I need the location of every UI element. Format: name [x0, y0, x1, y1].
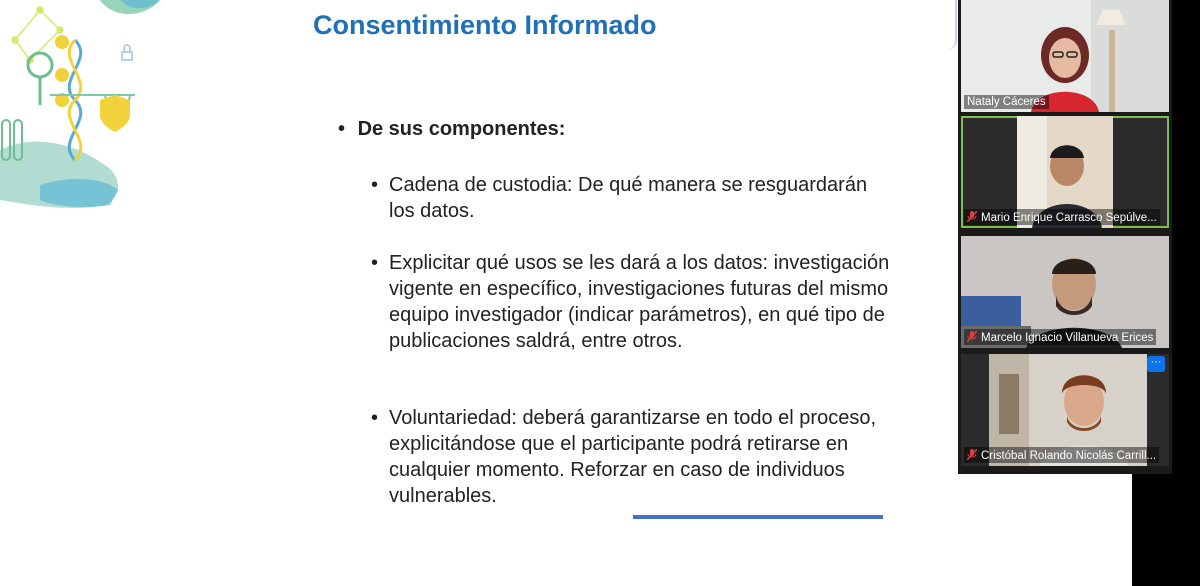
participant-name: Cristóbal Rolando Nicolás Carrill... [964, 447, 1159, 463]
bullet-marker: • [371, 252, 379, 274]
participant-name: Nataly Cáceres [964, 95, 1049, 109]
participant-tile[interactable] [961, 0, 1169, 112]
sub-bullet-voluntariness [371, 405, 891, 509]
sub-bullet-custody [371, 172, 891, 224]
muted-mic-icon [967, 211, 977, 222]
muted-mic-icon [967, 331, 977, 342]
slide-edge-decoration [947, 0, 957, 50]
more-options-icon[interactable]: ··· [1147, 356, 1165, 372]
main-bullet [338, 118, 565, 141]
slide-title: Consentimiento Informado [313, 10, 657, 40]
participant-tile[interactable] [961, 354, 1169, 466]
bullet-marker: • [371, 407, 379, 429]
participant-name: Marcelo Ignacio Villanueva Erices [964, 329, 1156, 345]
main-bullet-text: De sus componentes: [357, 118, 566, 140]
science-decoration-icon [0, 0, 190, 215]
bullet-marker: • [338, 118, 346, 140]
sub-bullet-text: Voluntariedad: deberá garantizarse en todo el proceso, explicitándose que el participante podrá retirarse en cualquier momento. Reforzar en caso de individuos vulnerables. [389, 407, 877, 507]
sub-bullet-text: Explicitar qué usos se les dará a los datos: investigación vigente en específico, investigaciones futuras del mismo equipo investigador (indicar parámetros), en qué tipo de publicaciones saldrá, entre otros. [389, 252, 890, 352]
sub-bullet-data-uses [371, 250, 891, 354]
muted-mic-icon [967, 449, 977, 460]
participant-tile[interactable] [961, 236, 1169, 348]
bullet-marker: • [371, 174, 379, 196]
decorative-bar [633, 515, 883, 519]
participant-tile[interactable] [961, 116, 1169, 228]
participant-gallery[interactable] [958, 0, 1172, 474]
sub-bullet-text: Cadena de custodia: De qué manera se resguardarán los datos. [389, 174, 868, 222]
participant-name: Mario Enrique Carrasco Sepúlve... [964, 209, 1160, 225]
